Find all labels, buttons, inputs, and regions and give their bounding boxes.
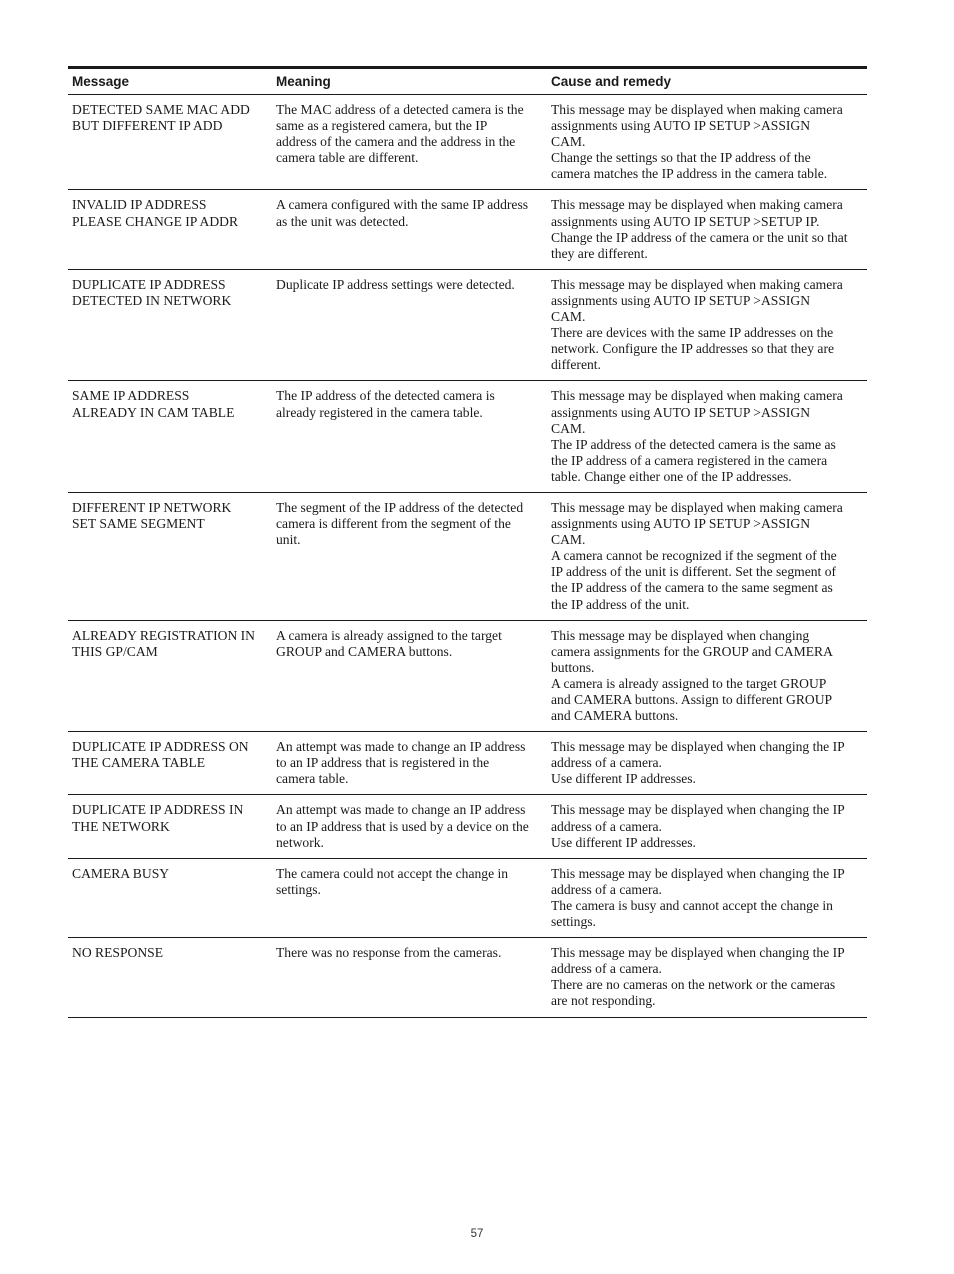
cell-text-line: camera table are different. xyxy=(276,150,419,166)
table-row xyxy=(68,620,867,732)
cell-text-line: they are different. xyxy=(551,245,648,261)
cell-text-line: This message may be displayed when making camera xyxy=(551,499,843,515)
cell-text-line: camera assignments for the GROUP and CAMERA xyxy=(551,643,833,659)
cell-text-line: An attempt was made to change an IP address xyxy=(276,739,526,755)
cell-text-line: camera table. xyxy=(276,771,349,787)
cell-text-line: DETECTED IN NETWORK xyxy=(72,292,232,308)
cell-text-line: The MAC address of a detected camera is the xyxy=(276,102,524,117)
cell-text-line: This message may be displayed when making camera xyxy=(551,102,843,117)
meaning-cell xyxy=(272,620,547,732)
cause-and-remedy-cell xyxy=(547,190,867,269)
cell-text-line: CAM. xyxy=(551,532,586,548)
cell-text-line: the IP address of the unit. xyxy=(551,596,690,612)
cell-text-line: camera matches the IP address in the camera table. xyxy=(551,166,828,182)
header-message: Message xyxy=(68,68,272,95)
cell-text-line: already registered in the camera table. xyxy=(276,404,483,420)
meaning-cell xyxy=(272,795,547,858)
cell-text-line: THE CAMERA TABLE xyxy=(72,755,206,771)
cell-text-line: There are no cameras on the network or the cameras xyxy=(551,977,836,993)
cell-text-line: SAME IP ADDRESS xyxy=(72,388,190,404)
cell-text-line: address of a camera. xyxy=(551,881,662,897)
cell-text-line: and CAMERA buttons. Assign to different GROUP xyxy=(551,692,833,707)
cell-text-line: There was no response from the cameras. xyxy=(276,945,502,961)
cell-text-line: The IP address of the detected camera is xyxy=(276,388,495,404)
cell-text-line: CAM. xyxy=(551,420,586,436)
cell-text-line: CAM. xyxy=(551,134,586,150)
cell-text-line: An attempt was made to change an IP address xyxy=(276,802,526,818)
cause-and-remedy-cell xyxy=(547,492,867,620)
meaning-cell xyxy=(272,95,547,190)
cell-text-line: The IP address of the detected camera is the same as xyxy=(551,436,836,452)
meaning-cell xyxy=(272,492,547,620)
table-header-row xyxy=(68,68,867,95)
cell-text-line: Use different IP addresses. xyxy=(551,771,696,787)
cell-text-line: The segment of the IP address of the detected xyxy=(276,499,524,515)
message-cell xyxy=(68,95,272,190)
cell-text-line: DIFFERENT IP NETWORK xyxy=(72,499,232,515)
cell-text-line: This message may be displayed when changing the IP xyxy=(551,945,845,961)
cell-text-line: assignments using AUTO IP SETUP >ASSIGN xyxy=(551,118,811,134)
cell-text-line: and CAMERA buttons. xyxy=(551,708,679,724)
meaning-cell xyxy=(272,858,547,937)
table-row xyxy=(68,938,867,1017)
message-cell xyxy=(68,795,272,858)
cell-text-line: GROUP and CAMERA buttons. xyxy=(276,643,453,659)
cell-text-line: ALREADY IN CAM TABLE xyxy=(72,404,235,420)
table-row xyxy=(68,190,867,269)
cell-text-line: address of a camera. xyxy=(551,755,662,771)
cell-text-line: Use different IP addresses. xyxy=(551,834,696,850)
message-cell xyxy=(68,858,272,937)
cell-text-line: network. Configure the IP addresses so that they are xyxy=(551,341,834,357)
table-row xyxy=(68,858,867,937)
cell-text-line: as the unit was detected. xyxy=(276,213,409,229)
cell-text-line: This message may be displayed when changing the IP xyxy=(551,739,845,755)
cell-text-line: PLEASE CHANGE IP ADDR xyxy=(72,213,239,229)
cell-text-line: A camera is already assigned to the target xyxy=(276,627,502,643)
cell-text-line: This message may be displayed when changing the IP xyxy=(551,865,845,881)
message-cell xyxy=(68,620,272,732)
cause-and-remedy-cell xyxy=(547,620,867,732)
cell-text-line: assignments using AUTO IP SETUP >ASSIGN xyxy=(551,404,811,420)
page-number: 57 xyxy=(470,1228,484,1240)
cell-text-line: camera is different from the segment of the xyxy=(276,516,511,532)
cause-and-remedy-cell xyxy=(547,795,867,858)
cell-text-line: are not responding. xyxy=(551,993,656,1009)
cell-text-line: This message may be displayed when making camera xyxy=(551,388,843,404)
cell-text-line: THIS GP/CAM xyxy=(72,643,158,659)
meaning-cell xyxy=(272,269,547,381)
cause-and-remedy-cell xyxy=(547,381,867,493)
cell-text-line: IP address of the unit is different. Set the segment of xyxy=(551,564,837,580)
cell-text-line: assignments using AUTO IP SETUP >ASSIGN xyxy=(551,516,811,532)
cell-text-line: CAMERA BUSY xyxy=(72,865,170,881)
cell-text-line: DETECTED SAME MAC ADD xyxy=(72,102,250,117)
message-cell xyxy=(68,492,272,620)
cell-text-line: NO RESPONSE xyxy=(72,945,164,961)
message-cell xyxy=(68,938,272,1017)
cause-and-remedy-cell xyxy=(547,858,867,937)
cell-text-line: settings. xyxy=(276,881,321,897)
table-row xyxy=(68,795,867,858)
cell-text-line: A camera configured with the same IP address xyxy=(276,197,529,213)
cell-text-line: THE NETWORK xyxy=(72,818,170,834)
cell-text-line: same as a registered camera, but the IP xyxy=(276,118,488,134)
cell-text-line: to an IP address that is used by a device on the xyxy=(276,818,529,834)
meaning-cell xyxy=(272,381,547,493)
message-cell xyxy=(68,269,272,381)
cell-text-line: network. xyxy=(276,834,324,850)
cell-text-line: address of the camera and the address in the xyxy=(276,134,516,150)
cell-text-line: settings. xyxy=(551,914,596,930)
cause-and-remedy-cell xyxy=(547,938,867,1017)
table-row xyxy=(68,492,867,620)
cell-text-line: address of a camera. xyxy=(551,818,662,834)
cell-text-line: This message may be displayed when changing xyxy=(551,627,810,643)
cell-text-line: DUPLICATE IP ADDRESS IN xyxy=(72,802,244,818)
meaning-cell xyxy=(272,938,547,1017)
cell-text-line: assignments using AUTO IP SETUP >ASSIGN xyxy=(551,292,811,308)
table-body xyxy=(68,95,867,1018)
message-cell xyxy=(68,381,272,493)
cell-text-line: A camera is already assigned to the target GROUP xyxy=(551,675,827,691)
message-cell xyxy=(68,732,272,795)
cell-text-line: The camera could not accept the change in xyxy=(276,865,509,881)
cell-text-line: DUPLICATE IP ADDRESS ON xyxy=(72,739,249,755)
cell-text-line: address of a camera. xyxy=(551,961,662,977)
cell-text-line: DUPLICATE IP ADDRESS xyxy=(72,276,226,292)
header-meaning: Meaning xyxy=(272,68,547,95)
cell-text-line: CAM. xyxy=(551,309,586,325)
cell-text-line: to an IP address that is registered in the xyxy=(276,755,490,771)
meaning-cell xyxy=(272,732,547,795)
cell-text-line: Change the IP address of the camera or the unit so that xyxy=(551,229,848,245)
cell-text-line: Duplicate IP address settings were detected. xyxy=(276,276,515,292)
table-row xyxy=(68,732,867,795)
cell-text-line: A camera cannot be recognized if the segment of the xyxy=(551,548,837,564)
cell-text-line: There are devices with the same IP addresses on the xyxy=(551,325,834,341)
cell-text-line: the IP address of the camera to the same segment as xyxy=(551,580,833,596)
cell-text-line: unit. xyxy=(276,532,301,548)
message-table xyxy=(68,66,867,1018)
cell-text-line: BUT DIFFERENT IP ADD xyxy=(72,118,223,134)
meaning-cell xyxy=(272,190,547,269)
cell-text-line: buttons. xyxy=(551,659,595,675)
cause-and-remedy-cell xyxy=(547,269,867,381)
cause-and-remedy-cell xyxy=(547,732,867,795)
cell-text-line: the IP address of a camera registered in the camera xyxy=(551,452,828,468)
cell-text-line: INVALID IP ADDRESS xyxy=(72,197,207,213)
cell-text-line: different. xyxy=(551,357,601,373)
table-row xyxy=(68,95,867,190)
cell-text-line: This message may be displayed when making camera xyxy=(551,276,843,292)
message-cell xyxy=(68,190,272,269)
cell-text-line: ALREADY REGISTRATION IN xyxy=(72,627,255,643)
cell-text-line: Change the settings so that the IP address of the xyxy=(551,150,811,166)
cell-text-line: table. Change either one of the IP addresses. xyxy=(551,468,792,484)
cause-and-remedy-cell xyxy=(547,95,867,190)
cell-text-line: This message may be displayed when changing the IP xyxy=(551,802,845,818)
header-cause-and-remedy: Cause and remedy xyxy=(547,68,867,95)
cell-text-line: This message may be displayed when making camera xyxy=(551,197,843,213)
cell-text-line: SET SAME SEGMENT xyxy=(72,516,205,532)
table-row xyxy=(68,381,867,493)
cell-text-line: The camera is busy and cannot accept the change in xyxy=(551,897,833,913)
table-row xyxy=(68,269,867,381)
cell-text-line: assignments using AUTO IP SETUP >SETUP IP. xyxy=(551,213,820,229)
